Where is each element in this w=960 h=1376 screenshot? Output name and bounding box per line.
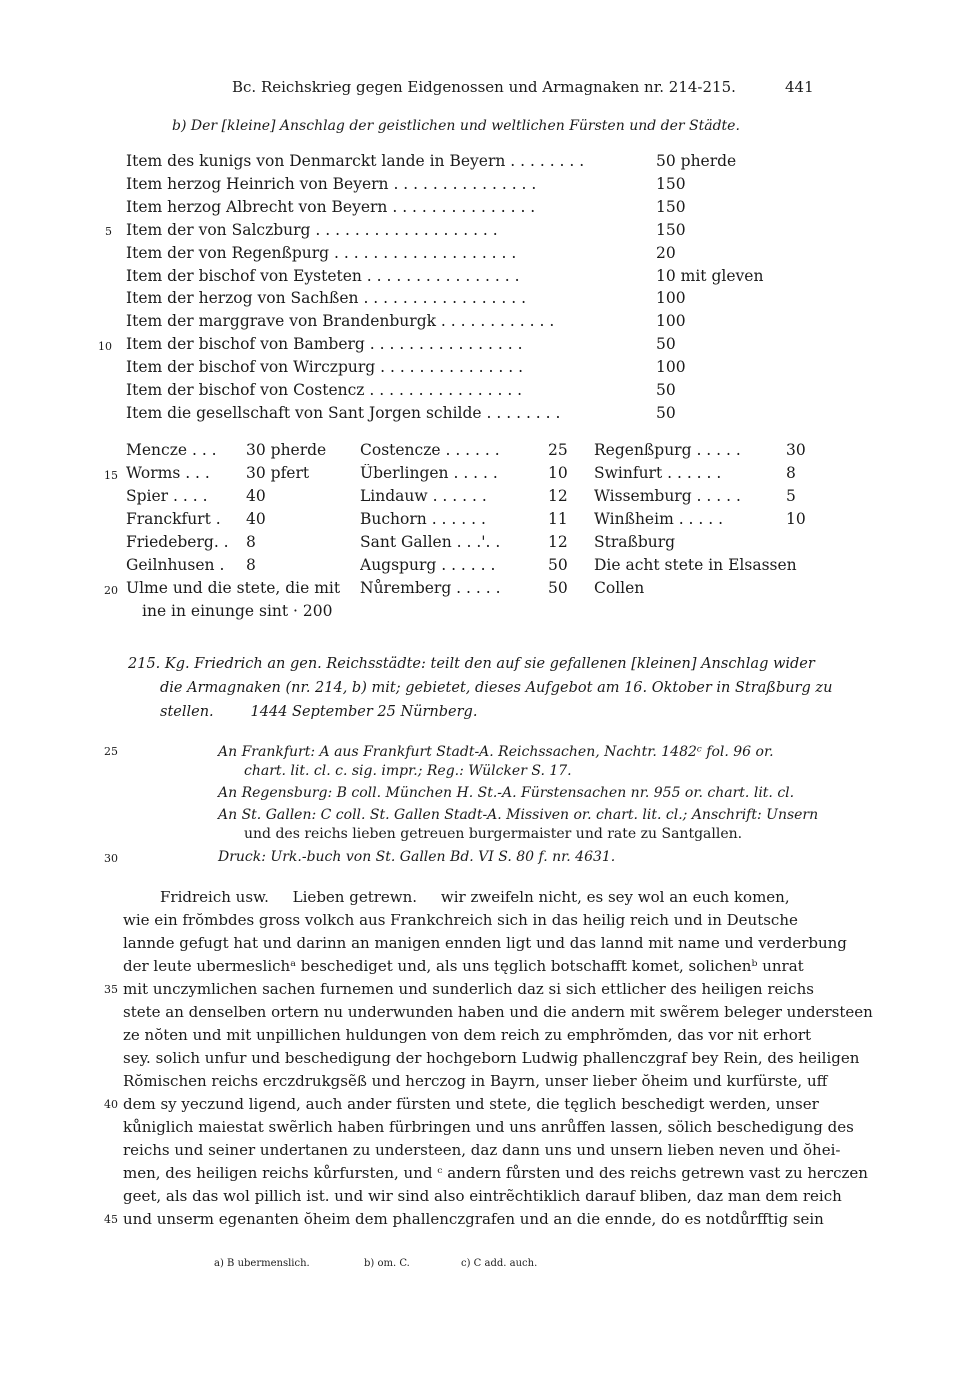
body-line: men, des heiligen reichs kůrfursten, und ᶜ andern fůrsten und des reichs getrewn vast zu herczen	[123, 1164, 868, 1182]
city-value: 11	[548, 510, 568, 528]
body-line: wie ein frŏmbdes gross volkch aus Frankchreich sich in das heilig reich und in Deutsche	[123, 911, 798, 929]
city-name: ine in einunge sint · 200	[142, 602, 333, 620]
prince-value: 100	[656, 312, 686, 331]
line-number-45: 45	[104, 1213, 118, 1226]
line-number-25: 25	[104, 745, 118, 758]
prince-name: Item des kunigs von Denmarckt lande in Beyern . . . . . . . .	[126, 152, 585, 170]
prince-name: Item herzog Heinrich von Beyern . . . . . . . . . . . . . . .	[126, 174, 537, 193]
page-number: 441	[785, 78, 814, 96]
city-value: 25	[548, 441, 568, 459]
prince-value: 50	[656, 335, 676, 354]
line-number-20: 20	[104, 584, 118, 597]
body-line: der leute ubermeslichᵃ beschediget und, als uns tęglich botschafft komet, solichenᵇ unrat	[123, 957, 804, 975]
city-name: Ulme und die stete, die mit	[126, 579, 341, 597]
city-value: 12	[548, 533, 568, 551]
city-value: 30	[786, 441, 806, 459]
prince-value: 100	[656, 358, 686, 377]
city-value: 50	[548, 556, 568, 574]
footnote-b: b) om. C.	[364, 1258, 410, 1269]
prince-name: Item der herzog von Sachßen . . . . . . . . . . . . . . . . .	[126, 289, 527, 308]
source-frankfurt: An Frankfurt: A aus Frankfurt Stadt-A. Reichssachen, Nachtr. 1482ᶜ fol. 96 or.	[218, 744, 774, 760]
prince-value: 150	[656, 174, 686, 193]
city-name: Augspurg . . . . . .	[360, 556, 496, 574]
city-value: 40	[246, 487, 266, 505]
city-value: 8	[246, 556, 256, 574]
prince-value: 150	[656, 197, 686, 216]
prince-value: 50 pherde	[656, 152, 737, 170]
city-name: Worms . . .	[126, 464, 210, 482]
city-name: Nůremberg . . . . .	[360, 579, 501, 597]
prince-name: Item der bischof von Costencz . . . . . . . . . . . . . . . .	[126, 381, 523, 399]
city-value: 8	[786, 464, 796, 482]
prince-value: 10 mit gleven	[656, 266, 764, 285]
city-name: Straßburg	[594, 533, 676, 551]
body-line: kůniglich maiestat swẽrlich haben fürbringen und uns anrůffen lassen, sölich beschedigung des	[123, 1118, 854, 1136]
footnote-a: a) B ubermenslich.	[214, 1258, 310, 1269]
body-line: und unserm egenanten ŏheim dem phallenczgrafen und an die ennde, do es notdůrfftig sein	[123, 1210, 824, 1228]
city-name: Franckfurt .	[126, 510, 221, 528]
body-line: reichs und seiner undertanen zu understeen, daz dann uns und unsern lieben neven und ŏhei-	[123, 1141, 841, 1159]
line-number-10: 10	[98, 340, 112, 353]
body-line: Rŏmischen reichs erczdrukgsẽß und herczog in Bayrn, unser lieber ŏheim und kurfürste, uff	[123, 1072, 828, 1090]
city-name: Winßheim . . . . .	[594, 510, 724, 528]
body-line: dem sy yeczund ligend, auch ander fürsten und stete, die tęglich beschedigt werden, unser	[123, 1095, 819, 1113]
doc-title-line-2: die Armagnaken (nr. 214, b) mit; gebietet, dieses Aufgebot am 16. Oktober in Straßburg zu	[160, 680, 833, 696]
prince-value: 50	[656, 381, 676, 399]
city-name: Sant Gallen . . .'. .	[360, 533, 501, 551]
line-number-5: 5	[105, 225, 112, 238]
body-line: sey. solich unfur und beschedigung der hochgeborn Ludwig phallenczgraf bey Rein, des heiligen	[123, 1049, 860, 1067]
prince-value: 50	[656, 403, 676, 422]
city-value: 10	[548, 464, 568, 482]
city-value: 10	[786, 510, 806, 528]
prince-name: Item der von Salczburg . . . . . . . . . . . . . . . . . . .	[126, 220, 498, 239]
prince-value: 20	[656, 243, 676, 262]
prince-name: Item der von Regenßpurg . . . . . . . . . . . . . . . . . . .	[126, 243, 517, 262]
prince-name: Item herzog Albrecht von Beyern . . . . . . . . . . . . . . .	[126, 197, 536, 216]
city-value: 8	[246, 533, 256, 551]
doc-title-line-1: 215. Kg. Friedrich an gen. Reichsstädte: teilt den auf sie gefallenen [kleinen] Anschlag wider	[128, 656, 815, 672]
city-name: Überlingen . . . . .	[360, 464, 498, 482]
prince-name: Item der bischof von Bamberg . . . . . . . . . . . . . . . .	[126, 335, 523, 354]
city-name: Friedeberg. .	[126, 533, 229, 551]
prince-value: 100	[656, 289, 686, 308]
running-title: Bc. Reichskrieg gegen Eidgenossen und Armagnaken nr. 214-215.	[232, 78, 736, 96]
prince-name: Item der marggrave von Brandenburgk . . . . . . . . . . . .	[126, 312, 555, 331]
city-value: 40	[246, 510, 266, 528]
body-line: lannde gefugt hat und darinn an manigen ennden ligt und das lannd mit name und verderbung	[123, 934, 847, 952]
line-number-15: 15	[104, 469, 118, 482]
city-value: 50	[548, 579, 568, 597]
prince-name: Item die gesellschaft von Sant Jorgen schilde . . . . . . . .	[126, 403, 561, 422]
city-value: 30 pherde	[246, 441, 327, 459]
city-name: Swinfurt . . . . . .	[594, 464, 722, 482]
city-name: Buchorn . . . . . .	[360, 510, 486, 528]
source-druck: Druck: Urk.-buch von St. Gallen Bd. VI S. 80 f. nr. 4631.	[218, 849, 616, 865]
city-name: Collen	[594, 579, 645, 597]
city-name: Wissemburg . . . . .	[594, 487, 741, 505]
prince-name: Item der bischof von Eysteten . . . . . . . . . . . . . . . .	[126, 266, 520, 285]
city-name: Lindauw . . . . . .	[360, 487, 487, 505]
line-number-35: 35	[104, 983, 118, 996]
city-name: Mencze . . .	[126, 441, 217, 459]
source-regensburg: An Regensburg: B coll. München H. St.-A. Fürstensachen nr. 955 or. chart. lit. cl.	[218, 785, 795, 801]
city-name: Geilnhusen .	[126, 556, 225, 574]
prince-name: Item der bischof von Wirczpurg . . . . . . . . . . . . . . .	[126, 358, 523, 377]
prince-value: 150	[656, 220, 686, 239]
source-st-gallen-cont: und des reichs lieben getreuen burgermaister und rate zu Santgallen.	[244, 826, 743, 842]
city-name: Die acht stete in Elsassen	[594, 556, 797, 574]
line-number-30: 30	[104, 852, 118, 865]
city-name: Spier . . . .	[126, 487, 208, 505]
body-line: stete an denselben ortern nu underwunden haben und die andern mit swẽrem beleger understeen	[123, 1003, 873, 1021]
source-frankfurt-cont: chart. lit. cl. c. sig. impr.; Reg.: Wülcker S. 17.	[244, 763, 572, 779]
body-line: geet, als das wol pillich ist. und wir sind also eintrẽchtiklich darauf bliben, daz man dem reich	[123, 1187, 842, 1205]
section-heading: b) Der [kleine] Anschlag der geistlichen und weltlichen Fürsten und der Städte.	[172, 118, 740, 134]
line-number-40: 40	[104, 1098, 118, 1111]
city-name: Costencze . . . . . .	[360, 441, 500, 459]
body-line: ze nŏten und mit unpillichen huldungen von dem reich zu emphrŏmden, das vor nit erhort	[123, 1026, 812, 1044]
city-value: 12	[548, 487, 568, 505]
body-line: Fridreich usw. Lieben getrewn. wir zweifeln nicht, es sey wol an euch komen,	[160, 888, 790, 906]
doc-title-line-3: stellen. 1444 September 25 Nürnberg.	[160, 704, 478, 720]
city-value: 30 pfert	[246, 464, 310, 482]
city-value: 5	[786, 487, 796, 505]
footnote-c: c) C add. auch.	[461, 1258, 538, 1269]
source-st-gallen: An St. Gallen: C coll. St. Gallen Stadt-A. Missiven or. chart. lit. cl.; Anschrift: Unsern	[218, 807, 819, 823]
body-line: mit unczymlichen sachen furnemen und sunderlich daz si sich ettlicher des heiligen reichs	[123, 980, 814, 998]
city-name: Regenßpurg . . . . .	[594, 441, 741, 459]
